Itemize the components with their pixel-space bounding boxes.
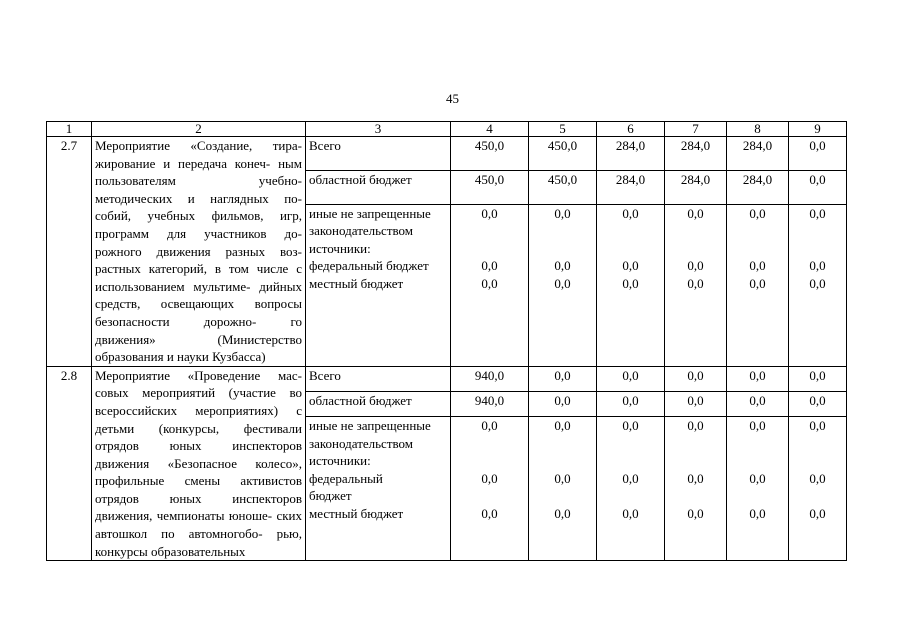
value-group xyxy=(597,204,665,366)
source-label-local: местный бюджет xyxy=(309,506,404,521)
source-label-other: иные не запрещенные законодательством источники: xyxy=(309,418,431,469)
value-cell: 0,0 xyxy=(481,258,498,274)
value-group xyxy=(451,204,529,366)
value-cell: 940,0 xyxy=(451,391,529,416)
spacer xyxy=(792,240,843,258)
value-cell: 0,0 xyxy=(622,276,639,292)
value-cell: 0,0 xyxy=(809,276,826,292)
table-row xyxy=(47,366,847,391)
source-label-federal: федеральный бюджет xyxy=(309,258,429,274)
spacer xyxy=(600,240,661,258)
source-label-group xyxy=(306,204,451,366)
spacer xyxy=(600,452,661,470)
item-number: 2.7 xyxy=(47,137,92,367)
value-cell: 940,0 xyxy=(451,366,529,391)
header-cell: 4 xyxy=(451,122,529,137)
value-group xyxy=(665,417,727,561)
value-cell: 0,0 xyxy=(789,366,847,391)
source-label-regional: областной бюджет xyxy=(306,391,451,416)
value-cell: 0,0 xyxy=(809,258,826,274)
spacer xyxy=(792,487,843,505)
value-group xyxy=(727,204,789,366)
spacer xyxy=(532,222,593,240)
value-cell: 0,0 xyxy=(554,418,571,434)
spacer xyxy=(668,452,723,470)
spacer xyxy=(730,222,785,240)
value-cell: 450,0 xyxy=(451,137,529,171)
spacer xyxy=(532,240,593,258)
value-cell: 0,0 xyxy=(481,276,498,292)
spacer xyxy=(792,222,843,240)
value-cell: 0,0 xyxy=(622,506,639,521)
spacer xyxy=(600,487,661,505)
value-cell: 0,0 xyxy=(809,506,826,521)
value-cell: 0,0 xyxy=(789,391,847,416)
value-cell: 0,0 xyxy=(749,418,766,434)
source-label-other: иные не запрещенные законодательством источники: xyxy=(309,205,431,256)
value-group xyxy=(529,204,597,366)
spacer xyxy=(730,452,785,470)
value-cell: 0,0 xyxy=(727,366,789,391)
value-cell: 0,0 xyxy=(687,506,704,521)
source-label-group xyxy=(306,417,451,561)
value-cell: 0,0 xyxy=(809,470,826,486)
value-cell: 0,0 xyxy=(481,418,498,434)
value-group xyxy=(789,417,847,561)
value-cell: 0,0 xyxy=(481,506,498,521)
value-group xyxy=(789,204,847,366)
value-cell: 0,0 xyxy=(529,366,597,391)
value-cell: 0,0 xyxy=(529,391,597,416)
spacer xyxy=(532,487,593,505)
value-cell: 0,0 xyxy=(554,506,571,521)
spacer xyxy=(792,452,843,470)
value-cell: 0,0 xyxy=(749,276,766,292)
spacer xyxy=(454,222,525,240)
source-label-regional: областной бюджет xyxy=(306,170,451,204)
value-cell: 284,0 xyxy=(597,137,665,171)
spacer xyxy=(454,435,525,453)
value-cell: 0,0 xyxy=(687,258,704,274)
value-group xyxy=(597,417,665,561)
header-cell: 6 xyxy=(597,122,665,137)
spacer xyxy=(730,435,785,453)
source-label-total: Всего xyxy=(306,137,451,171)
value-cell: 0,0 xyxy=(789,170,847,204)
value-group xyxy=(665,204,727,366)
value-cell: 0,0 xyxy=(554,470,571,486)
header-cell: 2 xyxy=(92,122,306,137)
spacer xyxy=(600,222,661,240)
spacer xyxy=(600,435,661,453)
value-cell: 284,0 xyxy=(665,137,727,171)
header-cell: 7 xyxy=(665,122,727,137)
value-cell: 0,0 xyxy=(481,205,498,221)
value-cell: 0,0 xyxy=(622,470,639,486)
value-group xyxy=(451,417,529,561)
value-cell: 0,0 xyxy=(622,418,639,434)
value-cell: 0,0 xyxy=(622,205,639,221)
spacer xyxy=(730,240,785,258)
value-cell: 0,0 xyxy=(554,205,571,221)
value-cell: 0,0 xyxy=(665,366,727,391)
value-cell: 0,0 xyxy=(597,391,665,416)
value-cell: 0,0 xyxy=(749,258,766,274)
header-cell: 1 xyxy=(47,122,92,137)
spacer xyxy=(454,240,525,258)
value-cell: 0,0 xyxy=(597,366,665,391)
header-cell: 5 xyxy=(529,122,597,137)
source-label-local: местный бюджет xyxy=(309,276,404,292)
value-group xyxy=(727,417,789,561)
spacer xyxy=(532,452,593,470)
source-label-total: Всего xyxy=(306,366,451,391)
value-cell: 0,0 xyxy=(687,470,704,486)
value-cell: 0,0 xyxy=(749,506,766,521)
item-description: Мероприятие «Проведение мас- совых мероприятий (участие во всероссийских мероприятиях) с детьми (конкурсы, фестивали отрядов юных инспекторов движения «Безопасное колесо», профильные смены активистов отрядов юных инспекторов движения, чемпионаты юноше- ских автошкол по автомногобо- рью, конкурсы образовательных xyxy=(92,366,306,561)
value-cell: 0,0 xyxy=(687,276,704,292)
value-cell: 284,0 xyxy=(597,170,665,204)
item-number: 2.8 xyxy=(47,366,92,561)
value-cell: 0,0 xyxy=(554,276,571,292)
value-cell: 0,0 xyxy=(809,418,826,434)
value-cell: 0,0 xyxy=(554,258,571,274)
value-cell: 0,0 xyxy=(481,470,498,486)
spacer xyxy=(668,435,723,453)
value-cell: 284,0 xyxy=(727,137,789,171)
spacer xyxy=(730,487,785,505)
value-cell: 0,0 xyxy=(749,470,766,486)
spacer xyxy=(454,487,525,505)
value-cell: 0,0 xyxy=(687,205,704,221)
page-number: 45 xyxy=(446,91,459,106)
value-cell: 0,0 xyxy=(687,418,704,434)
value-cell: 284,0 xyxy=(665,170,727,204)
item-description: Мероприятие «Создание, тира- жирование и передача конеч- ным пользователям учебно- методических и наглядных по- собий, учебных фильмов, игр, программ для участников до- рожного движения разных воз- растных категорий, в том числе с использованием мультиме- дийных средств, освещающих вопросы безопасности дорожно- го движения» (Министерство образования и науки Кузбасса) xyxy=(92,137,306,367)
header-cell: 3 xyxy=(306,122,451,137)
value-cell: 0,0 xyxy=(622,258,639,274)
value-cell: 0,0 xyxy=(809,205,826,221)
source-label-federal: федеральный бюджет xyxy=(309,470,383,504)
value-cell: 450,0 xyxy=(529,137,597,171)
header-cell: 8 xyxy=(727,122,789,137)
value-cell: 0,0 xyxy=(749,205,766,221)
spacer xyxy=(668,487,723,505)
value-cell: 450,0 xyxy=(451,170,529,204)
spacer xyxy=(532,435,593,453)
value-cell: 0,0 xyxy=(665,391,727,416)
header-row xyxy=(47,122,847,137)
budget-table xyxy=(46,121,847,561)
spacer xyxy=(668,240,723,258)
value-cell: 0,0 xyxy=(727,391,789,416)
spacer xyxy=(454,452,525,470)
table-row xyxy=(47,137,847,171)
spacer xyxy=(668,222,723,240)
value-cell: 284,0 xyxy=(727,170,789,204)
header-cell: 9 xyxy=(789,122,847,137)
value-group xyxy=(529,417,597,561)
value-cell: 0,0 xyxy=(789,137,847,171)
spacer xyxy=(792,435,843,453)
value-cell: 450,0 xyxy=(529,170,597,204)
